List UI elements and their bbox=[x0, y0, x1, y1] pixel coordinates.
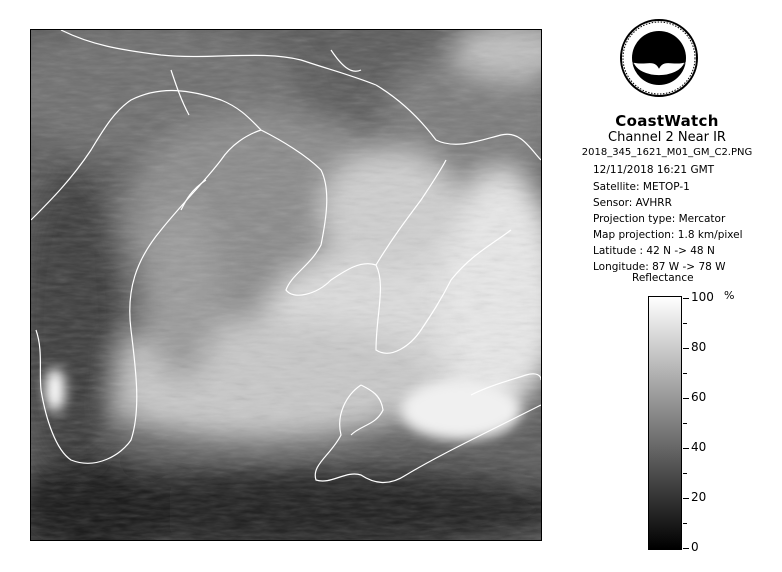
filename-label: 2018_345_1621_M01_GM_C2.PNG bbox=[581, 147, 753, 158]
datetime-label: 12/11/2018 16:21 GMT bbox=[593, 164, 715, 176]
colorbar-minor-tick bbox=[683, 373, 687, 374]
product-title: CoastWatch bbox=[615, 112, 719, 130]
projection-type-label: Projection type: Mercator bbox=[593, 213, 726, 225]
colorbar-tick-label: 0 bbox=[691, 540, 699, 554]
satellite-label: Satellite: METOP-1 bbox=[593, 181, 690, 193]
longitude-label: Longitude: 87 W -> 78 W bbox=[593, 261, 726, 273]
colorbar-tick bbox=[683, 548, 689, 549]
colorbar-minor-tick bbox=[683, 323, 687, 324]
texture-overlay bbox=[31, 30, 541, 540]
channel-label: Channel 2 Near IR bbox=[608, 130, 726, 145]
colorbar-tick bbox=[683, 398, 689, 399]
map-projection-label: Map projection: 1.8 km/pixel bbox=[593, 229, 743, 241]
colorbar-tick bbox=[683, 448, 689, 449]
colorbar-minor-tick bbox=[683, 423, 687, 424]
legend-title: Reflectance bbox=[632, 272, 694, 284]
colorbar-tick-label: 100 bbox=[691, 290, 714, 304]
satellite-map-svg bbox=[31, 30, 541, 540]
satellite-image bbox=[30, 29, 542, 541]
colorbar-tick bbox=[683, 348, 689, 349]
colorbar-minor-tick bbox=[683, 523, 687, 524]
colorbar-tick bbox=[683, 498, 689, 499]
latitude-label: Latitude : 42 N -> 48 N bbox=[593, 245, 715, 257]
colorbar-tick-label: 40 bbox=[691, 440, 707, 454]
colorbar-tick-label: 60 bbox=[691, 390, 707, 404]
noaa-logo-icon bbox=[619, 18, 699, 98]
reflectance-colorbar bbox=[648, 296, 682, 550]
colorbar-tick-label: 20 bbox=[691, 490, 707, 504]
colorbar-tick bbox=[683, 298, 689, 299]
colorbar-minor-tick bbox=[683, 473, 687, 474]
colorbar-tick-label: 80 bbox=[691, 340, 707, 354]
legend-unit: % bbox=[724, 289, 735, 302]
sensor-label: Sensor: AVHRR bbox=[593, 197, 672, 209]
